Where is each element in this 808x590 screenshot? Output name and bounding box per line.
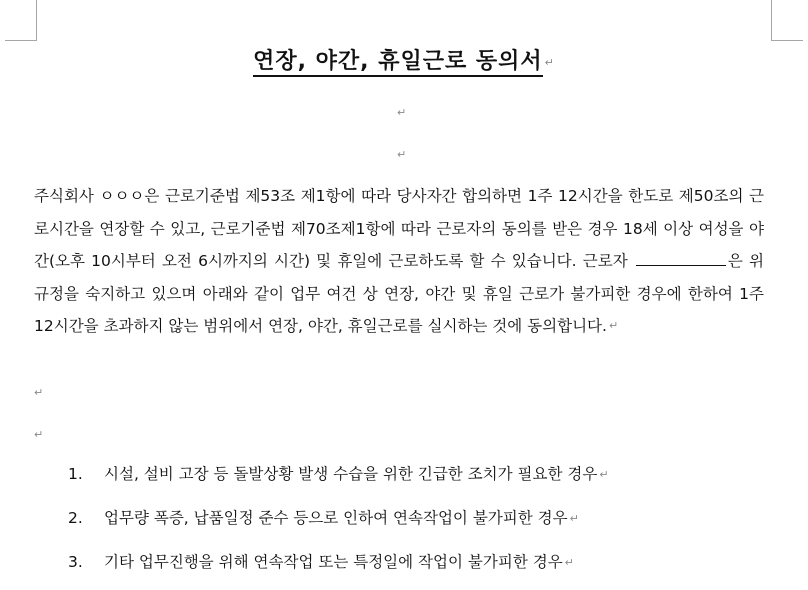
paragraph-mark-icon: ↵: [564, 555, 574, 569]
paragraph-mark-icon: ↵: [34, 386, 44, 399]
paragraph-text-after-blank: 은 위 규정을 숙지하고 있으며 아래와 같이 업무 여건 상 연장, 야간 및 휴일 근로가 불가피한 경우에 한하여 1주 12시간을 초과하지 않는 범위에서 연장, 야간, 휴일근로를 실시하는 것에 동의합니다.: [34, 252, 764, 335]
paragraph-mark-icon: ↵: [599, 467, 609, 481]
list-item-number: 1.: [68, 465, 83, 483]
paragraph-text-before-blank: 주식회사 ㅇㅇㅇ은 근로기준법 제53조 제1항에 따라 당사자간 합의하면 1주 12시간을 한도로 제50조의 근로시간을 연장할 수 있고, 근로기준법 제70조제1항에 따라 근로자의 동의를 받은 경우 18세 이상 여성을 야간(오후 10시부터 오전 6시까지의 시간) 및 휴일에 근로하도록 할 수 있습니다. 근로자: [34, 187, 764, 270]
document-title: 연장, 야간, 휴일근로 동의서 ↵: [0, 44, 808, 75]
paragraph-mark-icon: ↵: [569, 511, 579, 525]
paragraph-mark-icon: ↵: [397, 148, 407, 161]
paragraph-mark-icon: ↵: [34, 428, 44, 441]
paragraph-mark-icon: ↵: [544, 55, 555, 69]
list-item-text: 시설, 설비 고장 등 돌발상황 발생 수습을 위한 긴급한 조치가 필요한 경우: [104, 465, 598, 483]
page-corner-top-left: [5, 0, 37, 41]
list-item: [0, 502, 808, 546]
list-item-text: 기타 업무진행을 위해 연속작업 또는 특정일에 작업이 불가피한 경우: [104, 553, 563, 571]
paragraph-mark-icon: ↵: [608, 319, 619, 333]
paragraph-mark-icon: ↵: [397, 106, 407, 119]
worker-name-blank[interactable]: [636, 251, 726, 266]
list-item-number: 3.: [68, 553, 83, 571]
page-corner-top-right: [771, 0, 803, 41]
list-item-text: 업무량 폭증, 납품일정 준수 등으로 인하여 연속작업이 불가피한 경우: [104, 509, 568, 527]
condition-list: [0, 458, 808, 590]
list-item-number: 2.: [68, 509, 83, 527]
list-item: [0, 546, 808, 590]
list-item: [0, 458, 808, 502]
consent-paragraph: [34, 180, 764, 343]
